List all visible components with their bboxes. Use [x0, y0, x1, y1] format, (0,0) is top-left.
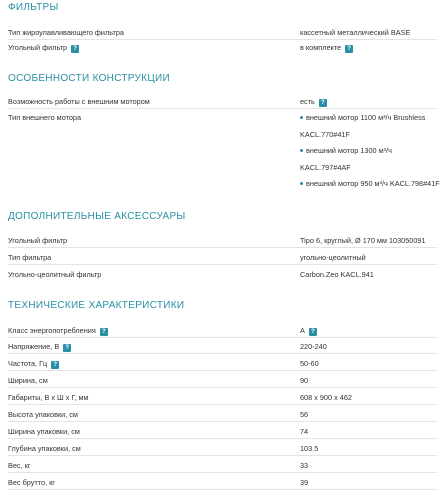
- spec-value-text: A: [300, 326, 305, 335]
- spec-label-width: [8, 376, 48, 385]
- row-divider: [8, 353, 437, 354]
- spec-label-text: Ширина упаковки, см: [8, 427, 80, 436]
- spec-label-package-height: [8, 410, 78, 419]
- bullet-icon: [300, 116, 303, 119]
- spec-value-filter-type: угольно-цеолитный: [300, 253, 366, 262]
- help-icon[interactable]: ?: [309, 328, 317, 336]
- spec-label-grease-filter-type: [8, 28, 124, 37]
- spec-value-width: 90: [300, 376, 309, 385]
- spec-value-weight: 33: [300, 461, 309, 470]
- motor-option-text: внешний мотор 950 м³/ч KACL.798#41F: [306, 179, 440, 188]
- help-icon[interactable]: ?: [51, 361, 59, 369]
- spec-label-external-motor-type: [8, 113, 81, 122]
- spec-label-weight: [8, 461, 30, 470]
- spec-label-energy-class: [8, 326, 108, 336]
- spec-label-text: Угольно-цеолитный фильтр: [8, 270, 102, 279]
- section-title-accessories: ДОПОЛНИТЕЛЬНЫЕ АКСЕССУАРЫ: [8, 211, 186, 222]
- spec-label-text: Возможность работы с внешним мотором: [8, 97, 150, 106]
- spec-value-motor-option-1-code: KACL.770#41F: [300, 130, 350, 139]
- row-divider: [8, 264, 437, 265]
- bullet-icon: [300, 182, 303, 185]
- row-divider: [8, 337, 437, 338]
- spec-value-frequency: 50-60: [300, 359, 319, 368]
- motor-option-text: внешний мотор 1100 м³/ч Brushless: [306, 113, 426, 122]
- spec-value-gross-weight: 39: [300, 478, 309, 487]
- spec-label-text: Глубина упаковки, см: [8, 444, 81, 453]
- spec-value-carbon-filter-accessory: Tipo 6, круглый, Ø 170 мм 103050091: [300, 236, 426, 245]
- spec-label-text: Угольный фильтр: [8, 236, 68, 245]
- spec-label-gross-weight: [8, 478, 55, 487]
- spec-label-text: Ширина, см: [8, 376, 48, 385]
- spec-label-filter-type: [8, 253, 51, 262]
- row-divider: [8, 404, 437, 405]
- spec-value-energy-class: [300, 326, 317, 336]
- spec-label-text: Тип фильтра: [8, 253, 52, 262]
- spec-label-text: Габариты, В х Ш х Г, мм: [8, 393, 89, 402]
- spec-label-carbon-filter-accessory: [8, 236, 67, 245]
- spec-label-package-depth: [8, 444, 81, 453]
- spec-value-grease-filter-type: кассетный металлический BASE: [300, 28, 411, 37]
- spec-label-voltage: [8, 342, 71, 352]
- motor-option-text: внешний мотор 1300 м³/ч: [306, 146, 392, 155]
- section-title-filters: ФИЛЬТРЫ: [8, 2, 59, 13]
- row-divider: [8, 387, 437, 388]
- spec-value-carbon-zeolite-filter: Carbon.Zeo KACL.941: [300, 270, 374, 279]
- row-divider: [8, 489, 437, 490]
- spec-value-motor-option-3[interactable]: [300, 179, 440, 188]
- spec-label-external-motor-support: [8, 97, 150, 106]
- row-divider: [8, 108, 437, 109]
- spec-value-voltage: 220-240: [300, 342, 327, 351]
- spec-value-package-width: 74: [300, 427, 309, 436]
- spec-value-motor-option-2[interactable]: [300, 146, 392, 155]
- spec-value-motor-option-2-code: KACL.797#4AF: [300, 163, 351, 172]
- spec-value-external-motor-support: [300, 97, 327, 107]
- spec-label-dimensions: [8, 393, 89, 402]
- row-divider: [8, 370, 437, 371]
- row-divider: [8, 438, 437, 439]
- spec-label-package-width: [8, 427, 80, 436]
- spec-label-carbon-zeolite-filter: [8, 270, 101, 279]
- row-divider: [8, 421, 437, 422]
- row-divider: [8, 455, 437, 456]
- row-divider: [8, 39, 437, 40]
- spec-label-text: Напряжение, В: [8, 342, 60, 351]
- row-divider: [8, 247, 437, 248]
- help-icon[interactable]: ?: [100, 328, 108, 336]
- spec-label-text: Вес брутто, кг: [8, 478, 55, 487]
- section-title-design-features: ОСОБЕННОСТИ КОНСТРУКЦИИ: [8, 73, 170, 84]
- spec-value-motor-option-1[interactable]: [300, 113, 425, 122]
- spec-value-text: в комплекте: [300, 43, 342, 52]
- spec-label-text: Вес, кг: [8, 461, 31, 470]
- spec-label-text: Высота упаковки, см: [8, 410, 78, 419]
- spec-value-package-depth: 103.5: [300, 444, 319, 453]
- spec-label-text: Тип внешнего мотора: [8, 113, 82, 122]
- spec-label-text: Частота, Гц: [8, 359, 48, 368]
- spec-label-text: Тип жироулавливающего фильтра: [8, 28, 124, 37]
- help-icon[interactable]: ?: [63, 344, 71, 352]
- spec-value-package-height: 56: [300, 410, 309, 419]
- spec-label-text: Класс энергопотребления: [8, 326, 96, 335]
- help-icon[interactable]: ?: [345, 45, 353, 53]
- help-icon[interactable]: ?: [319, 99, 327, 107]
- spec-value-carbon-filter: [300, 43, 353, 53]
- spec-label-carbon-filter: [8, 43, 79, 53]
- spec-label-text: Угольный фильтр: [8, 43, 68, 52]
- spec-value-dimensions: 608 x 900 x 462: [300, 393, 352, 402]
- help-icon[interactable]: ?: [71, 45, 79, 53]
- spec-label-frequency: [8, 359, 59, 369]
- row-divider: [8, 472, 437, 473]
- spec-value-text: есть: [300, 97, 315, 106]
- section-title-technical-specs: ТЕХНИЧЕСКИЕ ХАРАКТЕРИСТИКИ: [8, 300, 185, 311]
- bullet-icon: [300, 149, 303, 152]
